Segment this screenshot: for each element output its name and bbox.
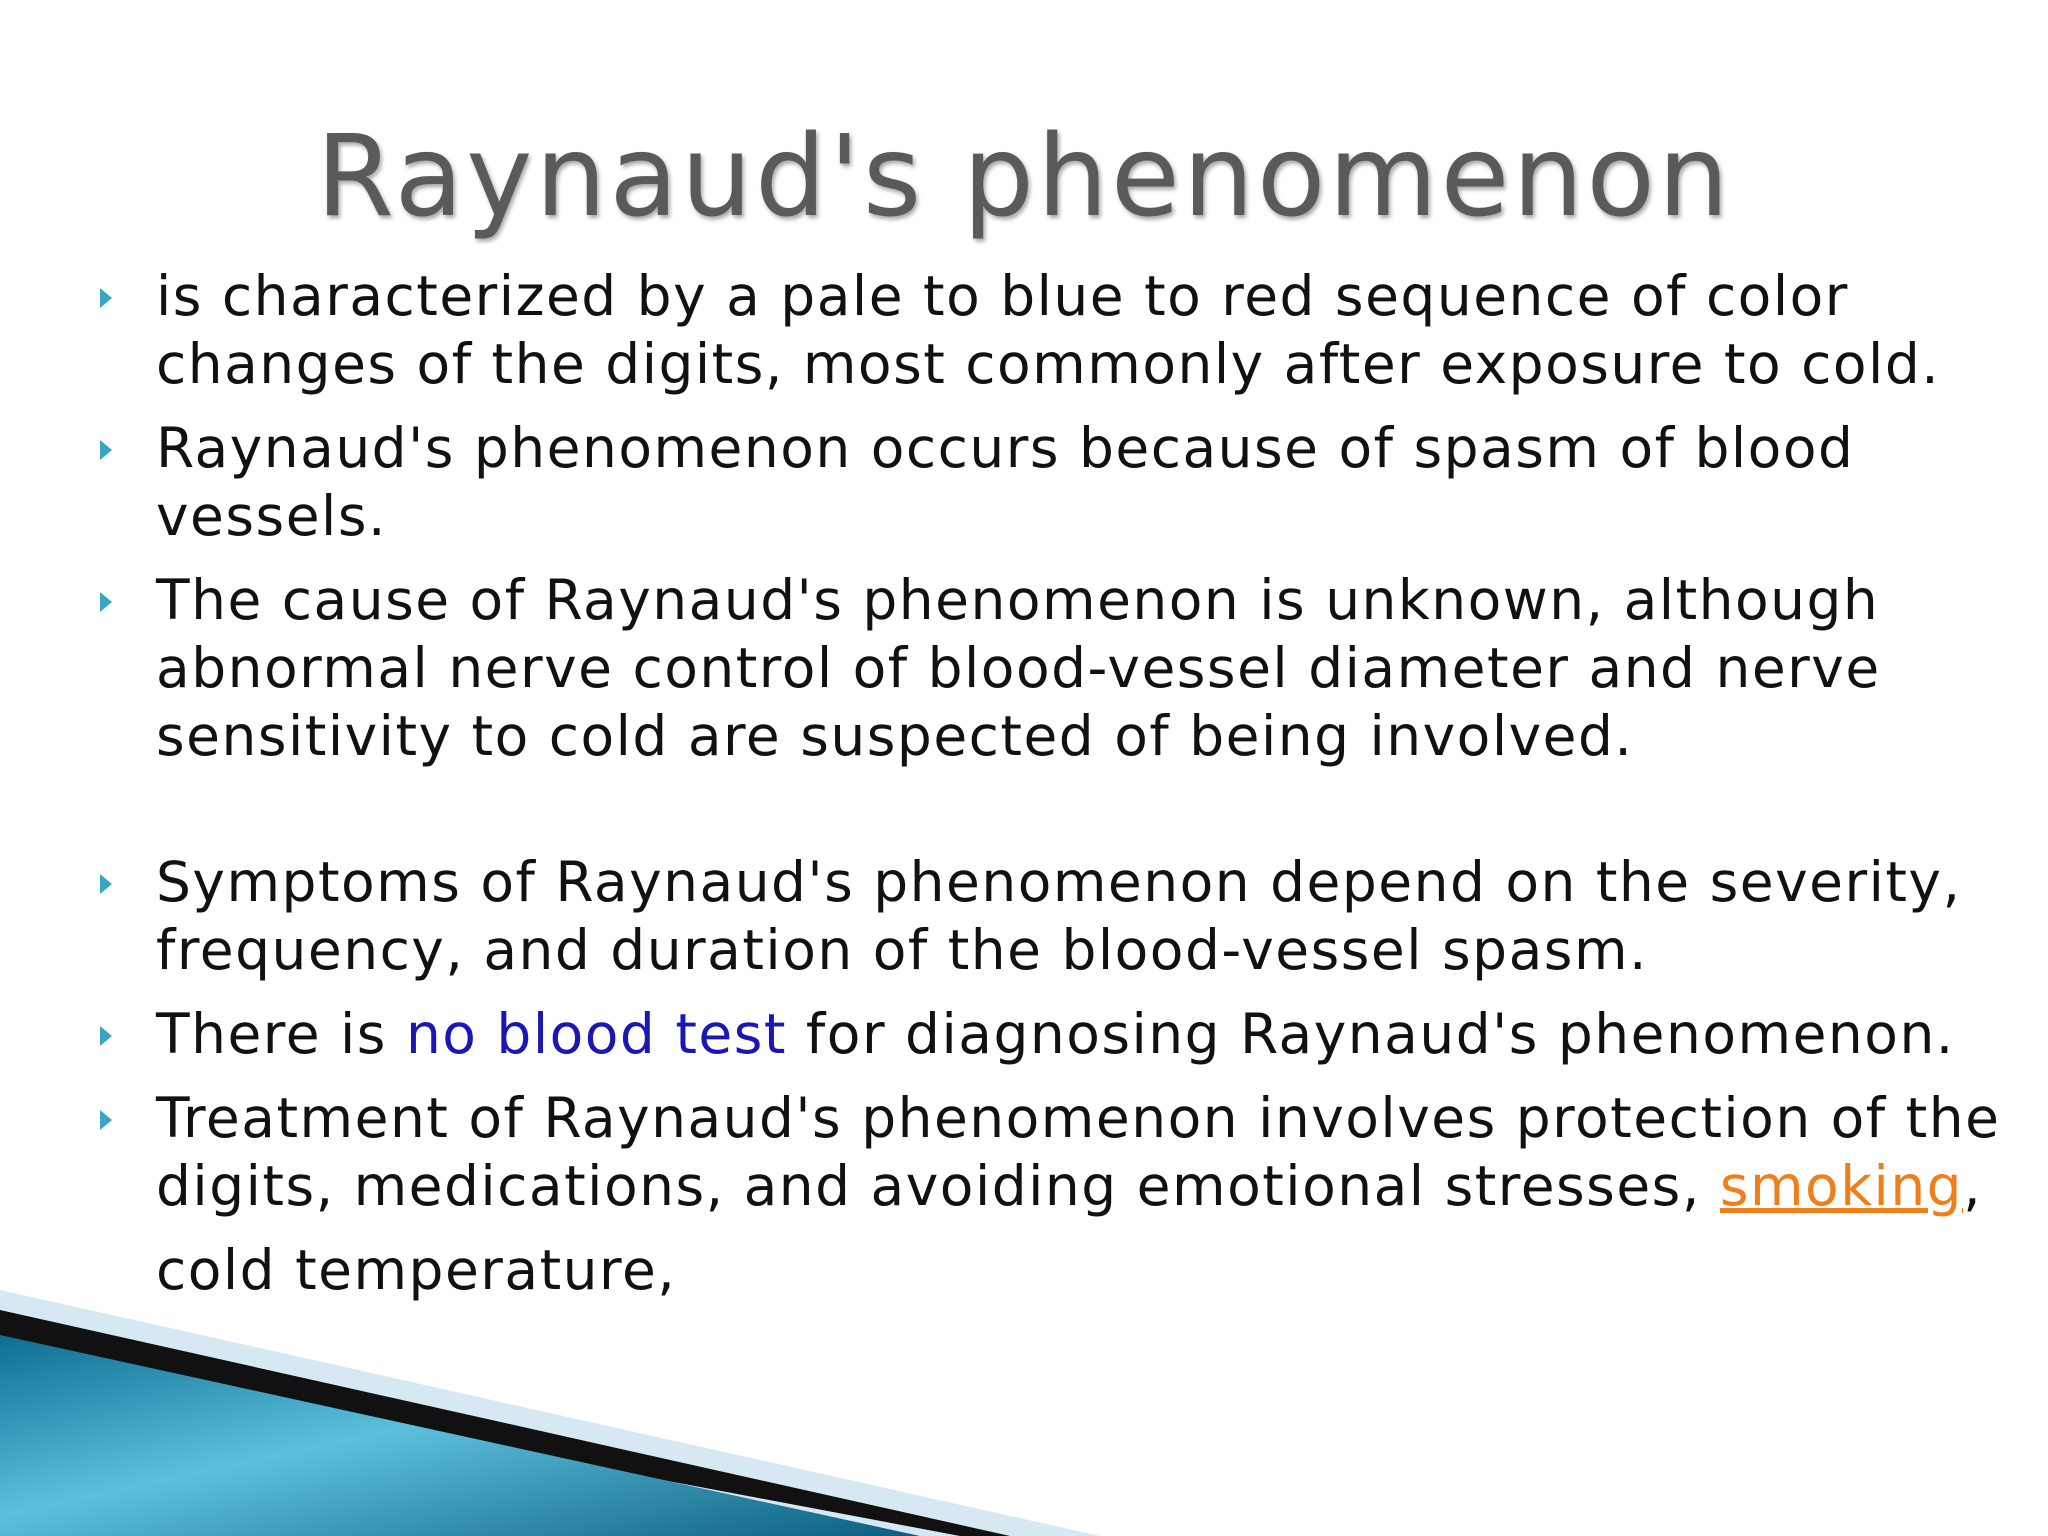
bullet-text-before: There is: [156, 1002, 406, 1066]
triangle-bullet-icon: [100, 288, 112, 308]
bullet-text: is characterized by a pale to blue to red sequence of color changes of the digits, most commonly after exposure to cold.: [156, 264, 1941, 396]
bullet-text-after: for diagnosing Raynaud's phenomenon.: [786, 1002, 1955, 1066]
bullet-item: [100, 262, 2020, 398]
bullet-text-after: ,: [1963, 1154, 1983, 1218]
bullet-item: [100, 566, 2020, 770]
bullet-item: [100, 414, 2020, 550]
highlight-no-blood-test: no blood test: [405, 1002, 787, 1066]
bullet-item: [100, 848, 2020, 984]
bullet-item: [100, 1084, 2020, 1304]
bullet-text-before: Treatment of Raynaud's phenomenon involves protection of the digits, medications, and avoiding emotional stresses,: [156, 1086, 2001, 1218]
bullet-text: Symptoms of Raynaud's phenomenon depend on the severity, frequency, and duration of the blood-vessel spasm.: [156, 850, 1962, 982]
slide-title: Raynaud's phenomenon: [316, 112, 1732, 242]
bullet-list: [100, 262, 2020, 1320]
triangle-bullet-icon: [100, 1026, 112, 1046]
bullet-text: Raynaud's phenomenon occurs because of spasm of blood vessels.: [156, 416, 1855, 548]
triangle-bullet-icon: [100, 874, 112, 894]
triangle-bullet-icon: [100, 592, 112, 612]
triangle-bullet-icon: [100, 440, 112, 460]
smoking-link[interactable]: smoking: [1719, 1154, 1964, 1218]
bullet-item: [100, 1000, 2020, 1068]
triangle-bullet-icon: [100, 1110, 112, 1130]
bullet-text-last-line: cold temperature,: [156, 1238, 677, 1302]
bullet-text: The cause of Raynaud's phenomenon is unknown, although abnormal nerve control of blood-vessel diameter and nerve sensitivity to cold are suspected of being involved.: [156, 568, 1881, 768]
